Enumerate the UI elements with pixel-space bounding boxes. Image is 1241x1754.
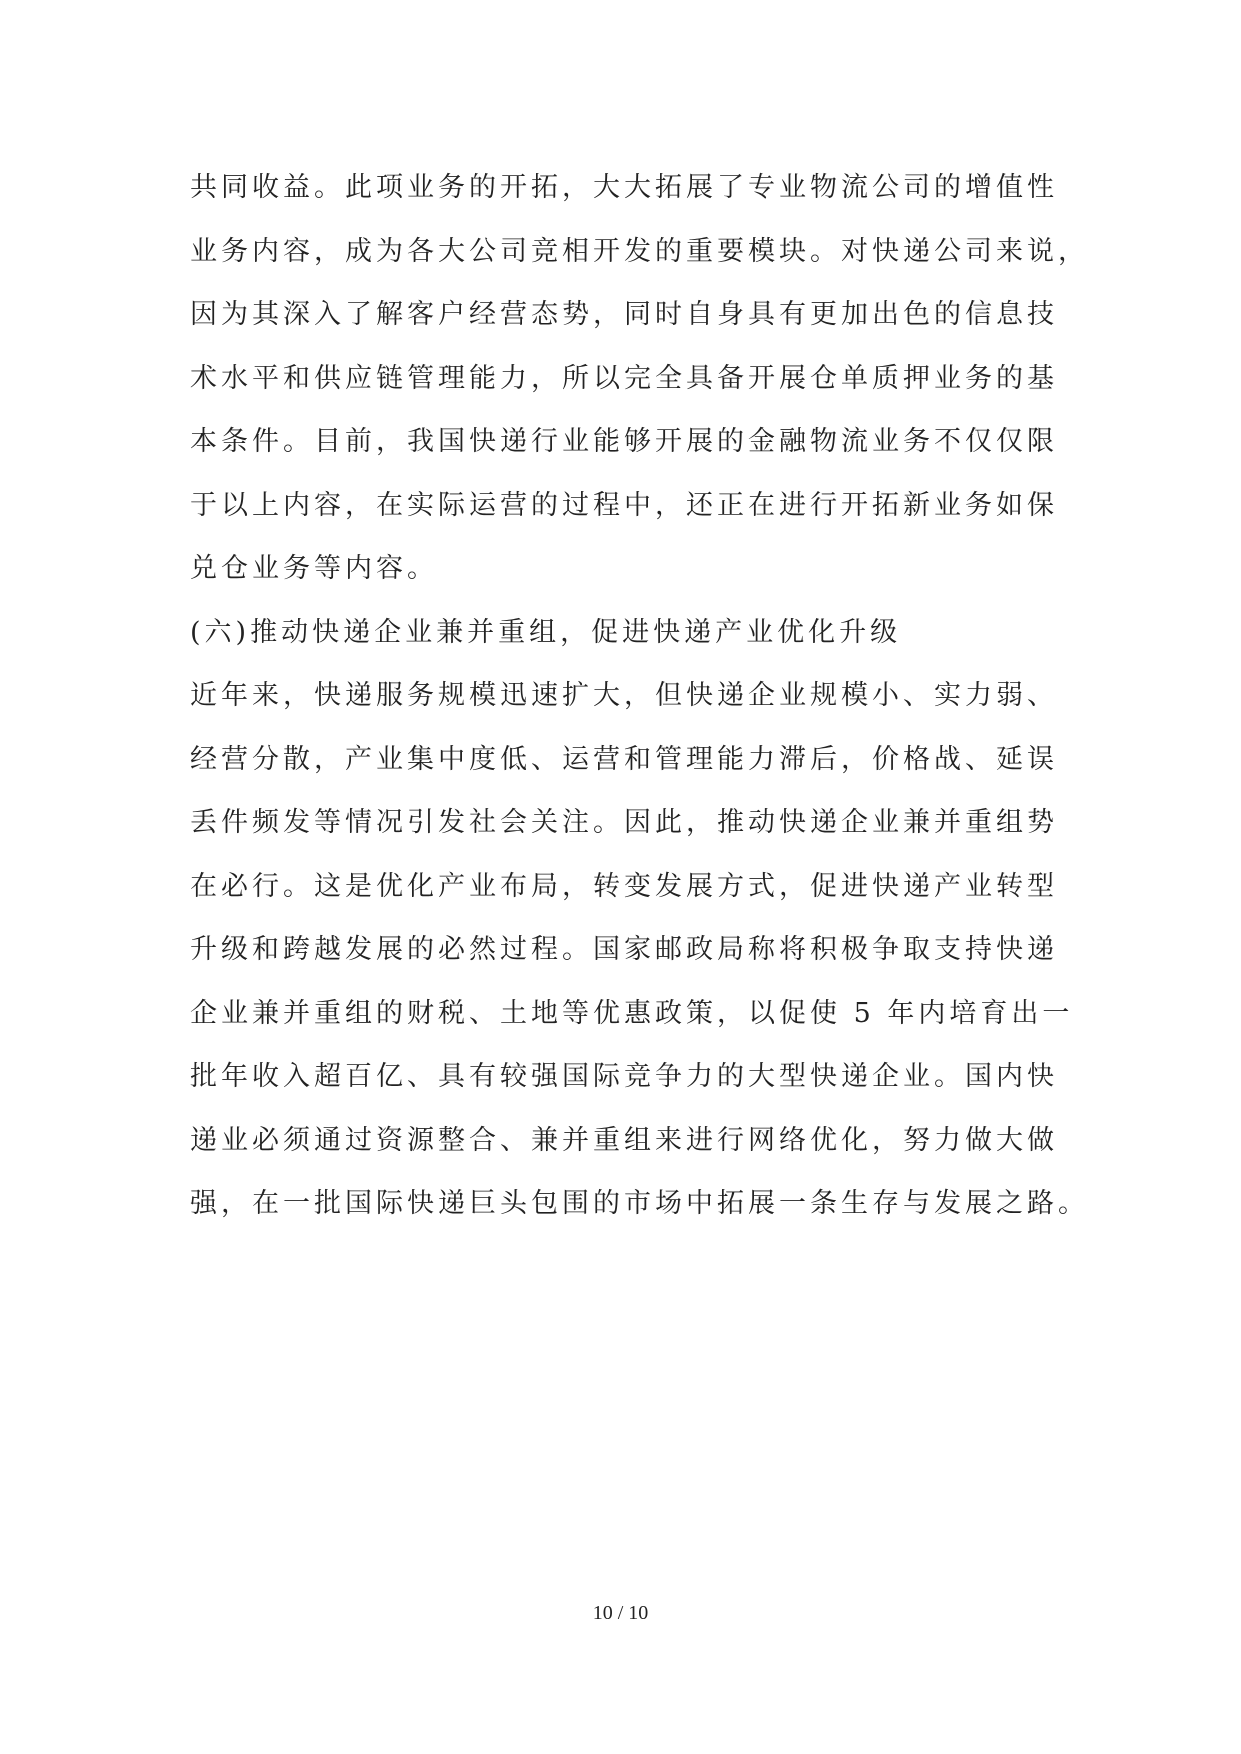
text-line: 强，在一批国际快递巨头包围的市场中拓展一条生存与发展之路。 xyxy=(190,1188,1089,1219)
text-line: 递业必须通过资源整合、兼并重组来进行网络优化，努力做大做 xyxy=(190,1124,1058,1156)
text-line: 丢件频发等情况引发社会关注。因此，推动快递企业兼并重组势 xyxy=(190,807,1058,838)
text-line: 共同收益。此项业务的开拓，大大拓展了专业物流公司的增值性 xyxy=(190,172,1058,203)
text-line: 近年来，快递服务规模迅速扩大，但快递企业规模小、实力弱、 xyxy=(190,680,1058,711)
text-line: 业务内容，成为各大公司竞相开发的重要模块。对快递公司来说， xyxy=(190,235,1089,267)
text-line: 升级和跨越发展的必然过程。国家邮政局称将积极争取支持快递 xyxy=(190,934,1058,965)
text-line: 兑仓业务等内容。 xyxy=(190,553,438,584)
text-line: 术水平和供应链管理能力，所以完全具备开展仓单质押业务的基 xyxy=(190,362,1058,394)
text-line: 于以上内容，在实际运营的过程中，还正在进行开拓新业务如保 xyxy=(190,489,1058,521)
text-line: 企业兼并重组的财税、土地等优惠政策，以促使 5 年内培育出一 xyxy=(190,997,1074,1029)
text-line: 批年收入超百亿、具有较强国际竞争力的大型快递企业。国内快 xyxy=(190,1061,1058,1092)
section-heading: (六)推动快递企业兼并重组，促进快递产业优化升级 xyxy=(190,616,902,648)
text-line: 经营分散，产业集中度低、运营和管理能力滞后，价格战、延误 xyxy=(190,743,1058,775)
text-line: 本条件。目前，我国快递行业能够开展的金融物流业务不仅仅限 xyxy=(190,426,1058,457)
text-line: 因为其深入了解客户经营态势，同时自身具有更加出色的信息技 xyxy=(190,299,1058,330)
page-number: 10 / 10 xyxy=(592,1602,649,1624)
text-line: 在必行。这是优化产业布局，转变发展方式，促进快递产业转型 xyxy=(190,870,1058,902)
body-text xyxy=(190,156,1090,1236)
